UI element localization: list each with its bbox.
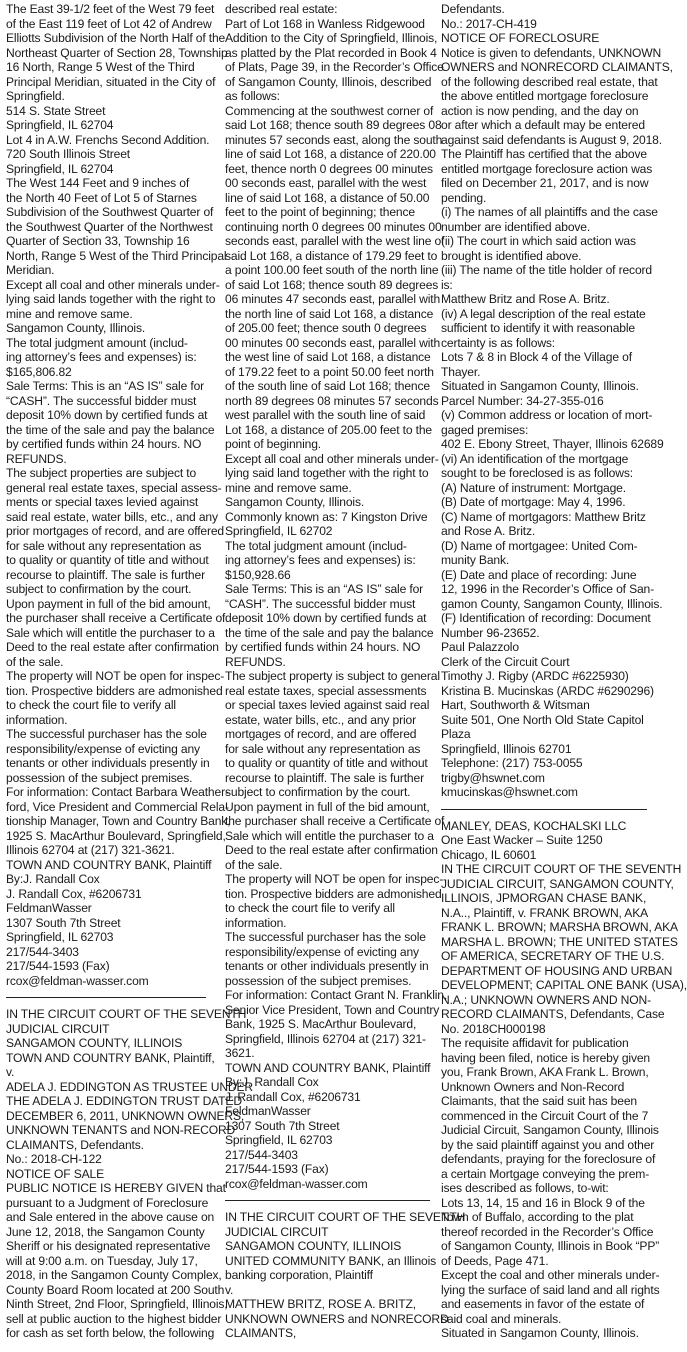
notice-text-line: for cash as set forth below, the following (6, 1326, 215, 1340)
notice-text-line: the time of the sale and pay the balance (225, 625, 434, 640)
notice-text-line: Except the coal and other minerals under- (441, 1268, 660, 1282)
notice-text-line: to check the court file to verify all (225, 901, 395, 915)
notice-text-line: (D) Name of mortgagee: United Com- (441, 538, 638, 553)
notice-text-line: ford, Vice President and Commercial Rela- (6, 799, 229, 814)
notice-text-line: Situated in Sangamon County, Illinois. (441, 1326, 639, 1340)
notice-text-line: RECORD CLAIMANTS, Defendants, Case (441, 1007, 665, 1021)
notice-text-line: Suite 501, One North Old State Capitol (441, 712, 644, 727)
notice-text-line: a point 100.00 feet south of the north line (225, 263, 439, 277)
notice-text-line: MARSHA L. BROWN; THE UNITED STATES (441, 934, 678, 949)
notice-text-line: pursuant to a Judgment of Foreclosure (6, 1195, 209, 1210)
notice-text-line: tionship Manager, Town and Country Bank, (6, 814, 231, 828)
notice-text-line: against said defendants is August 9, 2018. (441, 132, 662, 147)
notice-text-line: lying said lands together with the right to (6, 292, 216, 306)
notice-text-line: FRANK L. BROWN; MARSHA BROWN, AKA (441, 920, 678, 934)
notice-text-line: THE ADELA J. EDDINGTON TRUST DATED (6, 1094, 242, 1108)
notice-text-line: said real estate, water bills, etc., and any (6, 509, 218, 524)
notice-text-line: by certified funds within 24 hours. NO (225, 640, 421, 654)
notice-text-line: TOWN AND COUNTRY BANK, Plaintiff (6, 857, 212, 872)
notice-text-line: of the East 119 feet of Lot 42 of Andrew (6, 16, 212, 31)
notice-text-line: of Sangamon County, Illinois in Book “PP” (441, 1239, 660, 1253)
notice-text-line: tion. Prospective bidders are admonished (225, 886, 442, 901)
notice-text-line: Lots 13, 14, 15 and 16 in Block 9 of the (441, 1195, 645, 1210)
notice-text-line: as platted by the Plat recorded in Book 4 (225, 45, 437, 60)
notice-text-line: N.A.; UNKNOWN OWNERS AND NON- (441, 992, 651, 1007)
notice-text-line: ing attorney’s fees and expenses) is: (225, 553, 416, 567)
notice-text-line: of 179.22 feet to a point 50.00 feet north (225, 364, 434, 379)
notice-text-line: and Sale entered in the above cause on (6, 1210, 215, 1224)
legal-notice-block (441, 818, 687, 1341)
notice-text-line: or special taxes levied against said real (225, 698, 430, 712)
notice-text-line: MATTHEW BRITZ, ROSE A. BRITZ, (225, 1297, 416, 1311)
notice-text-line: IN THE CIRCUIT COURT OF THE SEVENTH (441, 862, 682, 876)
notice-text-line: IN THE CIRCUIT COURT OF THE SEVENTH (6, 1007, 247, 1021)
notice-text-line: entitled mortgage foreclosure action was (441, 161, 653, 176)
notice-text-line: mine and remove same. (225, 480, 352, 495)
notice-text-line: (iv) A legal description of the real estate (441, 306, 646, 321)
notice-text-line: Chicago, IL 60601 (441, 847, 537, 862)
notice-text-line: The successful purchaser has the sole (6, 727, 207, 741)
notice-text-line: recourse to plaintiff. The sale is further (6, 567, 205, 582)
notice-text-line: The total judgment amount (includ- (6, 335, 188, 350)
notice-text-line: the time of the sale and pay the balance (6, 422, 215, 437)
notice-text-line: J. Randall Cox, #6206731 (225, 1089, 361, 1104)
notice-text-line: No. 2018CH000198 (441, 1021, 546, 1036)
notice-text-line: “CASH”. The successful bidder must (225, 596, 416, 611)
notice-text-line: REFUNDS. (225, 654, 286, 669)
notice-text-line: Sale Terms: This is an “AS IS” sale for (6, 379, 205, 393)
notice-text-line: subject to confirmation by the court. (225, 785, 411, 799)
notice-text-line: of Plats, Page 39, in the Recorder’s Office (225, 60, 444, 74)
notice-text-line: Deed to the real estate after confirmation (225, 843, 438, 857)
notice-text-line: point of beginning. (225, 437, 321, 451)
notice-text-line: described real estate: (225, 2, 338, 16)
notice-text-line: Addition to the City of Springfield, Illinois, (225, 31, 438, 45)
notice-text-line: Sangamon County, Illinois. (6, 321, 146, 335)
notice-text-line: the west line of said Lot 168, a distance (225, 350, 431, 364)
notice-text-line: Principal Meridian, situated in the City of (6, 74, 216, 89)
notice-text-line: Commencing at the southwest corner of (225, 103, 434, 118)
notice-text-line: TOWN AND COUNTRY BANK, Plaintiff (225, 1060, 431, 1075)
notice-text-line: Hart, Southworth & Witsman (441, 698, 590, 712)
notice-text-line: possession of the subject premises. (6, 770, 193, 785)
notice-text-line: feet, thence north 0 degrees 00 minutes (225, 161, 433, 176)
notice-text-line: Paul Palazzolo (441, 640, 519, 654)
notice-text-line: JUDICIAL CIRCUIT (6, 1021, 110, 1036)
notice-text-line: for sale without any representation as (225, 741, 421, 756)
notice-text-line: By:J. Randall Cox (225, 1075, 319, 1089)
notice-text-line: JUDICIAL CIRCUIT, SANGAMON COUNTY, (441, 876, 674, 891)
notice-text-line: Matthew Britz and Rose A. Britz. (441, 292, 610, 306)
legal-notice-block (441, 2, 673, 800)
notice-text-line: Kristina B. Mucinskas (ARDC #6290296) (441, 683, 654, 698)
notice-text-line: 217/544-1593 (Fax) (225, 1162, 329, 1176)
notice-text-line: (vi) An identification of the mortgage (441, 451, 629, 466)
notice-text-line: For information: Contact Grant N. Franklin, (225, 988, 448, 1002)
notice-text-line: Springfield, Illinois 62701 (441, 741, 572, 756)
notice-text-line: Meridian. (6, 263, 55, 277)
notice-text-line: The East 39-1/2 feet of the West 79 feet (6, 2, 215, 16)
notice-text-line: N.A.., Plaintiff, v. FRANK BROWN, AKA (441, 905, 649, 920)
legal-notice-block (225, 2, 448, 1191)
notice-text-line: 217/544-3403 (225, 1147, 298, 1162)
notice-text-line: continuing north 0 degrees 00 minutes 00 (225, 219, 442, 234)
notice-text-line: sought to be foreclosed is as follows: (441, 466, 633, 480)
notice-text-line: munity Bank. (441, 553, 510, 567)
notice-text-line: possession of the subject premises. (225, 973, 412, 988)
notice-text-line: minutes 57 seconds east, along the south (225, 132, 443, 147)
notice-text-line: filed on December 21, 2017, and is now (441, 176, 649, 190)
notice-text-line: defendants, praying for the foreclosure of (441, 1152, 656, 1166)
notice-text-line: No.: 2017-CH-419 (441, 16, 537, 31)
notice-text-line: County Board Room located at 200 South (6, 1282, 225, 1297)
notice-text-line: FeldmanWasser (225, 1104, 311, 1118)
notice-text-line: Except all coal and other minerals under- (225, 451, 439, 466)
notice-text-line: north 89 degrees 08 minutes 57 seconds (225, 393, 439, 408)
notice-text-line: ILLINOIS, JPMORGAN CHASE BANK, (441, 891, 647, 905)
notice-text-line: to quality or quantity of title and without (225, 756, 428, 770)
notice-text-line: Clerk of the Circuit Court (441, 654, 570, 669)
notice-text-line: real estate taxes, special assessments (225, 683, 427, 698)
notice-text-line: ises described as follows, to-wit: (441, 1181, 609, 1195)
notice-text-line: lying the surface of said land and all rights (441, 1282, 660, 1297)
notice-text-line: as follows: (225, 89, 280, 103)
notice-text-line: trigby@hswnet.com (441, 770, 545, 785)
notice-text-line: to quality or quantity of title and without (6, 553, 209, 567)
notice-text-line: 00 minutes 00 seconds east, parallel with (225, 335, 441, 350)
notice-text-line: you, Frank Brown, AKA Frank L. Brown, (441, 1065, 649, 1079)
notice-text-line: Number 96-23652. (441, 625, 540, 640)
notice-text-line: TOWN AND COUNTRY BANK, Plaintiff, (6, 1050, 215, 1065)
notice-text-line: $165,806.82 (6, 364, 72, 379)
notice-text-line: the Southwest Quarter of the Northwest (6, 219, 213, 234)
notice-text-line: For information: Contact Barbara Weather- (6, 785, 229, 799)
legal-notice-block (225, 1210, 466, 1341)
notice-text-line: the purchaser shall receive a Certificate of (6, 611, 226, 625)
notice-text-line: Town of Buffalo, according to the plat (441, 1210, 634, 1224)
notice-text-line: banking corporation, Plaintiff (225, 1268, 373, 1282)
notice-text-line: Lots 7 & 8 in Block 4 of the Village of (441, 350, 632, 364)
notice-text-line: The total judgment amount (includ- (225, 538, 407, 553)
notice-text-line: sell at public auction to the highest bidder (6, 1311, 222, 1326)
notice-text-line: No.: 2018-CH-122 (6, 1152, 102, 1166)
notice-text-line: rcox@feldman-wasser.com (225, 1176, 368, 1191)
notice-text-line: prior mortgages of record, and are offered (6, 524, 225, 538)
notice-text-line: (ii) The court in which said action was (441, 234, 636, 248)
notice-text-line: The subject properties are subject to (6, 466, 197, 480)
notice-text-line: 720 South Illinois Street (6, 147, 130, 161)
notice-text-line: The requisite affidavit for publication (441, 1036, 629, 1050)
notice-text-line: the north line of said Lot 168, a distance (225, 306, 434, 321)
notice-text-line: FeldmanWasser (6, 901, 92, 915)
notice-text-line: Sheriff or his designated representative (6, 1239, 211, 1253)
notice-text-line: Elliotts Subdivision of the North Half of the (6, 31, 226, 45)
notice-text-line: OF AMERICA, SECRETARY OF THE U.S. (441, 949, 665, 963)
notice-text-line: (A) Nature of instrument: Mortgage. (441, 480, 626, 495)
notice-text-line: by the said plaintiff against you and other (441, 1137, 655, 1152)
notice-text-line: v. (225, 1282, 234, 1297)
notice-text-line: 12, 1996 in the Recorder’s Office of San- (441, 582, 655, 596)
notice-text-line: Ninth Street, 2nd Floor, Springfield, Illinois, (6, 1297, 228, 1311)
notice-text-line: of the sale. (225, 857, 283, 872)
notice-text-line: The subject property is subject to general (225, 669, 440, 683)
notice-text-line: Quarter of Section 33, Township 16 (6, 234, 190, 248)
notice-text-line: Springfield, IL 62703 (6, 930, 114, 944)
notice-text-line: Lot 4 in A.W. Frenchs Second Addition. (6, 132, 210, 147)
notice-text-line: deposit 10% down by certified funds at (225, 611, 427, 625)
notice-text-line: information. (6, 712, 68, 727)
notice-text-line: UNKNOWN TENANTS and NON-RECORD (6, 1123, 236, 1137)
notice-text-line: commenced in the Circuit Court of the 7 (441, 1108, 649, 1123)
notice-text-line: thereof recorded in the Recorder’s Office (441, 1224, 654, 1239)
notice-text-line: Parcel Number: 34-27-355-016 (441, 393, 604, 408)
notice-text-line: (i) The names of all plaintiffs and the case (441, 205, 658, 219)
notice-text-line: NOTICE OF SALE (6, 1166, 105, 1181)
notice-text-line: tenants or other individuals presently in (6, 756, 210, 770)
notice-text-line: 00 seconds east, parallel with the west (225, 176, 427, 190)
notice-text-line: $150,928.66 (225, 567, 291, 582)
notice-text-line: of said Lot 168; thence south 89 degrees (225, 277, 439, 292)
notice-text-line: action is now pending, and the day on (441, 103, 639, 118)
notice-text-line: 06 minutes 47 seconds east, parallel with (225, 292, 441, 306)
notice-text-line: NOTICE OF FORECLOSURE (441, 31, 600, 45)
notice-text-line: (F) Identification of recording: Document (441, 611, 651, 625)
notice-text-line: said Lot 168, a distance of 179.29 feet to (225, 248, 438, 263)
notice-text-line: will at 9:00 a.m. on Tuesday, July 17, (6, 1253, 198, 1268)
notice-text-line: (v) Common address or location of mort- (441, 408, 653, 422)
notice-text-line: JUDICIAL CIRCUIT (225, 1224, 329, 1239)
notice-text-line: Plaza (441, 727, 471, 741)
notice-text-line: Springfield, IL 62704 (6, 161, 114, 176)
notice-text-line: Sale which will entitle the purchaser to a (225, 828, 434, 843)
notice-text-line: ing attorney’s fees and expenses) is: (6, 350, 197, 364)
notice-text-line: ments or special taxes levied against (6, 495, 199, 509)
notice-text-line: CLAIMANTS, (225, 1326, 297, 1340)
notice-text-line: 217/544-1593 (Fax) (6, 959, 110, 973)
notice-text-line: Lot 168, a distance of 205.00 feet to the (225, 422, 432, 437)
notice-text-line: the North 40 Feet of Lot 5 of Starnes (6, 190, 197, 205)
notice-text-line: Sale Terms: This is an “AS IS” sale for (225, 582, 424, 596)
notice-text-line: is: (441, 277, 453, 292)
notice-text-line: One East Wacker – Suite 1250 (441, 833, 603, 847)
notice-text-line: responsibility/expense of evicting any (6, 741, 200, 756)
legal-notice-block (6, 2, 231, 988)
notice-text-line: of the sale. (6, 654, 64, 669)
notice-text-line: Springfield, IL 62703 (225, 1133, 333, 1147)
notice-text-line: recourse to plaintiff. The sale is further (225, 770, 424, 785)
notice-text-line: having been filed, notice is hereby given (441, 1050, 650, 1065)
notice-text-line: line of said Lot 168, a distance of 220.00 (225, 147, 436, 161)
notice-text-line: UNITED COMMUNITY BANK, an Illinois (225, 1253, 437, 1268)
notice-text-line: sufficient to identify it with reasonable (441, 321, 635, 335)
notice-text-line: west parallel with the south line of said (225, 408, 426, 422)
notice-text-line: estate, water bills, etc., and any prior (225, 712, 416, 727)
notice-text-line: REFUNDS. (6, 451, 67, 466)
notice-text-line: and Rose A. Britz. (441, 524, 536, 538)
notice-text-line: Deed to the real estate after confirmation (6, 640, 219, 654)
notice-text-line: DECEMBER 6, 2011, UNKNOWN OWNERS, (6, 1108, 245, 1123)
notice-text-line: MANLEY, DEAS, KOCHALSKI LLC (441, 818, 627, 833)
notice-text-line: pending. (441, 190, 487, 205)
notice-text-line: brought is identified above. (441, 248, 582, 263)
notice-text-line: 1307 South 7th Street (6, 915, 121, 930)
notice-text-line: feet to the point of beginning; thence (225, 205, 415, 219)
notice-text-line: 1307 South 7th Street (225, 1118, 340, 1133)
notice-text-line: for sale without any representation as (6, 538, 202, 553)
notice-text-line: (C) Name of mortgagors: Matthew Britz (441, 509, 646, 524)
notice-text-line: DEPARTMENT OF HOUSING AND URBAN (441, 963, 673, 978)
notice-text-line: Telephone: (217) 753-0055 (441, 756, 583, 770)
notice-text-line: line of said Lot 168, a distance of 50.00 (225, 190, 430, 205)
notice-text-line: certainty is as follows: (441, 335, 556, 350)
notice-text-line: rcox@feldman-wasser.com (6, 973, 149, 988)
notice-text-line: said coal and minerals. (441, 1311, 562, 1326)
notice-text-line: or after which a default may be entered (441, 118, 645, 132)
notice-text-line: 402 E. Ebony Street, Thayer, Illinois 62689 (441, 437, 664, 451)
notice-text-line: The property will NOT be open for inspec- (225, 872, 444, 886)
notice-text-line: information. (225, 915, 287, 930)
notice-text-line: of 205.00 feet; thence south 0 degrees (225, 321, 427, 335)
notice-text-line: Illinois 62704 at (217) 321-3621. (6, 843, 175, 857)
notice-text-line: 2018, in the Sangamon County Complex, (6, 1268, 222, 1282)
notice-text-line: gamon County, Sangamon County, Illinois. (441, 596, 663, 611)
notice-text-line: (iii) The name of the title holder of record (441, 263, 652, 277)
notice-text-line: Senior Vice President, Town and Country (225, 1002, 440, 1017)
notice-text-line: responsibility/expense of evicting any (225, 944, 419, 959)
column-3 (441, 2, 687, 1341)
notice-divider (441, 809, 647, 810)
notice-text-line: deposit 10% down by certified funds at (6, 408, 208, 422)
notice-text-line: “CASH”. The successful bidder must (6, 393, 197, 408)
notice-text-line: 16 North, Range 5 West of the Third (6, 60, 195, 74)
notice-text-line: Except all coal and other minerals under- (6, 277, 220, 292)
notice-text-line: by certified funds within 24 hours. NO (6, 437, 202, 451)
notice-text-line: June 12, 2018, the Sangamon County (6, 1224, 205, 1239)
notice-text-line: The West 144 Feet and 9 inches of (6, 176, 190, 190)
notice-text-line: mine and remove same. (6, 306, 133, 321)
notice-text-line: tion. Prospective bidders are admonished (6, 683, 223, 698)
notice-text-line: 3621. (225, 1046, 255, 1060)
notice-text-line: subject to confirmation by the court. (6, 582, 192, 596)
notice-text-line: the purchaser shall receive a Certificate of (225, 814, 445, 828)
notice-text-line: PUBLIC NOTICE IS HEREBY GIVEN that (6, 1181, 226, 1195)
notice-text-line: Springfield, IL 62704 (6, 118, 114, 132)
notice-text-line: ADELA J. EDDINGTON AS TRUSTEE UNDER (6, 1079, 253, 1094)
notice-text-line: SANGAMON COUNTY, ILLINOIS (225, 1239, 402, 1253)
notice-text-line: (B) Date of mortgage: May 4, 1996. (441, 495, 626, 509)
notice-text-line: said Lot 168; thence south 89 degrees 08 (225, 118, 442, 132)
notice-text-line: Bank, 1925 S. MacArthur Boulevard, (225, 1017, 417, 1031)
notice-text-line: of the following described real estate, that (441, 74, 658, 89)
notice-text-line: Claimants, that the said suit has been (441, 1094, 637, 1108)
notice-text-line: (E) Date and place of recording: June (441, 567, 637, 582)
notice-text-line: By:J. Randall Cox (6, 872, 100, 886)
notice-text-line: to check the court file to verify all (6, 698, 176, 712)
notice-text-line: Timothy J. Rigby (ARDC #6225930) (441, 669, 629, 683)
notice-text-line: Unknown Owners and Non-Record (441, 1079, 625, 1094)
notice-text-line: Defendants. (441, 2, 505, 16)
notice-text-line: J. Randall Cox, #6206731 (6, 886, 142, 901)
notice-text-line: Northeast Quarter of Section 28, Township (6, 45, 228, 60)
notice-text-line: kmucinskas@hswnet.com (441, 785, 578, 799)
notice-text-line: DEVELOPMENT; CAPITAL ONE BANK (USA), (441, 978, 687, 992)
notice-text-line: Upon payment in full of the bid amount, (225, 799, 430, 814)
notice-text-line: OWNERS and NONRECORD CLAIMANTS, (441, 60, 673, 74)
notice-text-line: a certain Mortgage conveying the prem- (441, 1166, 650, 1181)
notice-text-line: The Plaintiff has certified that the above (441, 147, 647, 161)
notice-text-line: 1925 S. MacArthur Boulevard, Springfield, (6, 828, 226, 843)
notice-text-line: Judicial Circuit, Sangamon County, Illinois (441, 1123, 659, 1137)
notice-text-line: 514 S. State Street (6, 103, 106, 118)
notice-divider (225, 1200, 430, 1201)
notice-text-line: CLAIMANTS, Defendants. (6, 1137, 144, 1152)
notice-text-line: general real estate taxes, special assess- (6, 480, 222, 495)
notice-text-line: the above entitled mortgage foreclosure (441, 89, 649, 103)
notice-text-line: Notice is given to defendants, UNKNOWN (441, 45, 662, 60)
notice-text-line: lying said land together with the right to (225, 466, 429, 480)
notice-text-line: seconds east, parallel with the west line of (225, 234, 445, 248)
notice-text-line: of Deeds, Page 471. (441, 1253, 549, 1268)
notice-text-line: Situated in Sangamon County, Illinois. (441, 379, 639, 393)
notice-text-line: Sangamon County, Illinois. (225, 495, 365, 509)
notice-text-line: Thayer. (441, 364, 481, 379)
notice-text-line: North, Range 5 West of the Third Principal (6, 248, 227, 263)
notice-divider (6, 997, 206, 998)
notice-text-line: Subdivision of the Southwest Quarter of (6, 205, 214, 219)
notice-text-line: UNKNOWN OWNERS and NONRECORD (225, 1311, 449, 1326)
notice-text-line: mortgages of record, and are offered (225, 727, 417, 741)
notice-text-line: gaged premises: (441, 422, 529, 437)
notice-text-line: Upon payment in full of the bid amount, (6, 596, 211, 611)
notice-text-line: Commonly known as: 7 Kingston Drive (225, 509, 428, 524)
notice-text-line: and easements in favor of the estate of (441, 1297, 645, 1311)
notice-text-line: of Sangamon County, Illinois, described (225, 74, 432, 89)
notice-text-line: tenants or other individuals presently in (225, 959, 429, 973)
notice-text-line: The successful purchaser has the sole (225, 930, 426, 944)
notice-text-line: v. (6, 1065, 15, 1079)
notice-text-line: number are identified above. (441, 219, 591, 234)
notice-text-line: 217/544-3403 (6, 944, 79, 959)
notice-text-line: The property will NOT be open for inspec- (6, 669, 225, 683)
notice-text-line: Sale which will entitle the purchaser to a (6, 625, 215, 640)
notice-text-line: Springfield, Illinois 62704 at (217) 321- (225, 1031, 426, 1046)
notice-text-line: Springfield. (6, 89, 65, 103)
notice-text-line: Springfield, IL 62702 (225, 524, 333, 538)
notice-text-line: Part of Lot 168 in Wanless Ridgewood (225, 16, 425, 31)
notice-text-line: IN THE CIRCUIT COURT OF THE SEVENTH (225, 1210, 466, 1224)
notice-text-line: of the south line of said Lot 168; thence (225, 379, 430, 393)
notice-text-line: SANGAMON COUNTY, ILLINOIS (6, 1036, 183, 1050)
